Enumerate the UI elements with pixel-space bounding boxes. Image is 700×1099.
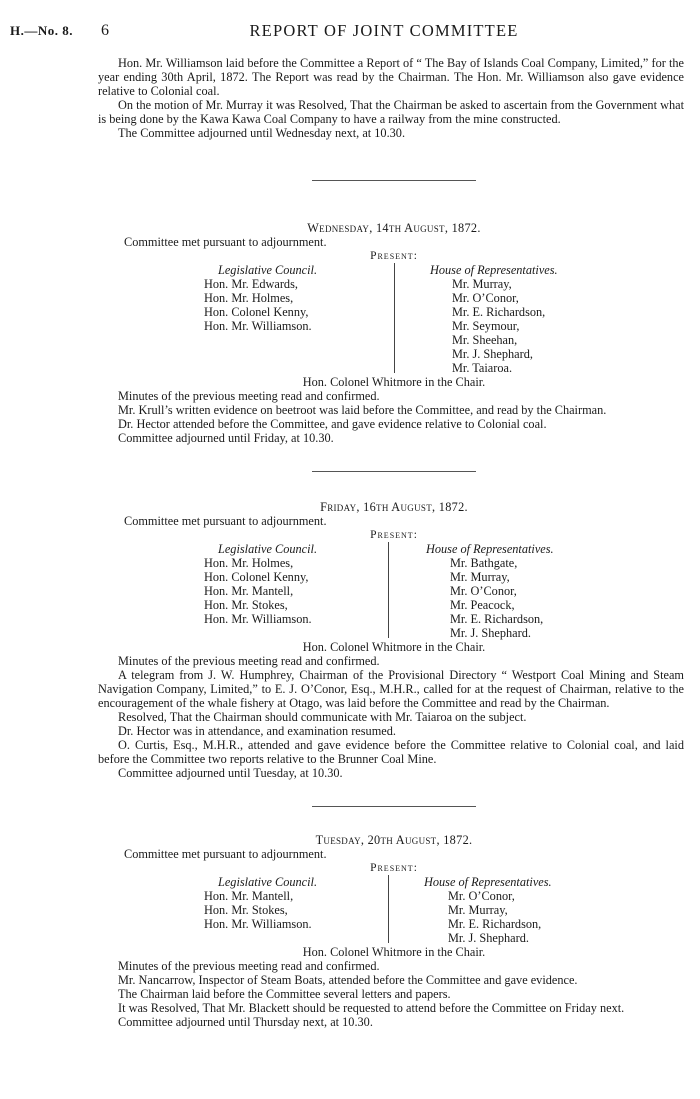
council-heading: Legislative Council. xyxy=(218,875,318,889)
meeting-section xyxy=(98,500,684,780)
member-name: Mr. Peacock, xyxy=(450,598,515,612)
meeting-date: Tuesday, 20th August, 1872. xyxy=(315,833,473,847)
paper-code: H.—No. 8. xyxy=(10,23,73,38)
member-name: Mr. E. Richardson, xyxy=(448,917,542,931)
council-column xyxy=(204,875,317,931)
paragraph: Hon. Mr. Williamson laid before the Committee a Report of “ The Bay of Islands Coal Company, Limited,” for the year ending 30th April, 1872. The Report was read by the Chairman. The Hon. Mr. Williamson also gave evidence relative to Colonial coal. xyxy=(98,56,684,98)
divider xyxy=(312,180,476,181)
member-name: Hon. Mr. Mantell, xyxy=(204,584,294,598)
council-heading: Legislative Council. xyxy=(218,263,318,277)
attendance-table xyxy=(104,263,684,375)
council-heading: Legislative Council. xyxy=(218,542,318,556)
member-name: Mr. Bathgate, xyxy=(450,556,518,570)
member-name: Hon. Mr. Williamson. xyxy=(204,612,312,626)
paragraph: Minutes of the previous meeting read and confirmed. xyxy=(118,389,380,403)
house-column xyxy=(424,875,552,945)
paragraph: Mr. Nancarrow, Inspector of Steam Boats, attended before the Committee and gave evidence. xyxy=(118,973,578,987)
column-divider xyxy=(388,875,389,943)
document-body xyxy=(98,56,684,1029)
paragraph: Minutes of the previous meeting read and confirmed. xyxy=(118,654,380,668)
member-name: Mr. E. Richardson, xyxy=(450,612,544,626)
member-name: Hon. Mr. Edwards, xyxy=(204,277,298,291)
paragraph: On the motion of Mr. Murray it was Resolved, That the Chairman be asked to ascertain from the Government what is being done by the Kawa Kawa Coal Company to have a railway from the mine constructed. xyxy=(98,98,684,126)
present-label: Present: xyxy=(370,529,418,541)
member-name: Hon. Mr. Stokes, xyxy=(204,598,288,612)
member-name: Mr. O’Conor, xyxy=(450,584,517,598)
member-name: Hon. Mr. Stokes, xyxy=(204,903,288,917)
member-name: Mr. J. Shephard. xyxy=(448,931,529,945)
paragraph: Mr. Krull’s written evidence on beetroot was laid before the Committee, and read by the Chairman. xyxy=(118,403,607,417)
attendance-table xyxy=(104,875,684,945)
page-title: REPORT OF JOINT COMMITTEE xyxy=(249,21,519,40)
chair-line: Hon. Colonel Whitmore in the Chair. xyxy=(302,945,486,959)
house-heading: House of Representatives. xyxy=(426,542,554,556)
member-name: Hon. Mr. Williamson. xyxy=(204,917,312,931)
minutes xyxy=(98,654,684,780)
page-number: 6 xyxy=(101,22,109,39)
council-column xyxy=(204,263,317,333)
column-divider xyxy=(394,263,395,373)
member-name: Mr. O’Conor, xyxy=(452,291,519,305)
paragraph: Committee adjourned until Thursday next, at 10.30. xyxy=(118,1015,373,1029)
member-name: Hon. Mr. Holmes, xyxy=(204,556,294,570)
paragraph: The Chairman laid before the Committee several letters and papers. xyxy=(118,987,451,1001)
paragraph: Committee adjourned until Friday, at 10.30. xyxy=(118,431,334,445)
minutes xyxy=(98,959,684,1029)
member-name: Mr. Murray, xyxy=(448,903,508,917)
present-label: Present: xyxy=(370,250,418,262)
column-divider xyxy=(388,542,389,638)
paragraph: Resolved, That the Chairman should communicate with Mr. Taiaroa on the subject. xyxy=(118,710,527,724)
paragraph: A telegram from J. W. Humphrey, Chairman of the Provisional Directory “ Westport Coal Mining and Steam Navigation Company, Limited,” to E. J. O’Conor, Esq., M.H.R., called for at the request of Chairman, relative to the encouragement of the whale fishery at Otago, was laid before the Committee and read by the Chairman. xyxy=(98,668,684,710)
divider xyxy=(312,806,476,807)
chair-line: Hon. Colonel Whitmore in the Chair. xyxy=(302,640,486,654)
member-name: Hon. Mr. Williamson. xyxy=(204,319,312,333)
paragraph: O. Curtis, Esq., M.H.R., attended and gave evidence before the Committee relative to Colonial coal, and laid before the Committee two reports relative to the Brunner Coal Mine. xyxy=(98,738,684,766)
member-name: Mr. O’Conor, xyxy=(448,889,515,903)
divider xyxy=(312,471,476,472)
attendance-table xyxy=(104,542,684,640)
meeting-date: Wednesday, 14th August, 1872. xyxy=(307,221,481,235)
member-name: Hon. Mr. Mantell, xyxy=(204,889,294,903)
house-column xyxy=(426,542,554,640)
council-column xyxy=(204,542,317,626)
member-name: Mr. Sheehan, xyxy=(452,333,518,347)
paragraph: Dr. Hector attended before the Committee, and gave evidence relative to Colonial coal. xyxy=(118,417,547,431)
member-name: Hon. Colonel Kenny, xyxy=(204,305,309,319)
meeting-opening: Committee met pursuant to adjournment. xyxy=(124,235,327,249)
house-heading: House of Representatives. xyxy=(430,263,558,277)
member-name: Mr. E. Richardson, xyxy=(452,305,546,319)
intro-section xyxy=(98,56,684,140)
member-name: Mr. Murray, xyxy=(450,570,510,584)
member-name: Hon. Mr. Holmes, xyxy=(204,291,294,305)
meeting-date: Friday, 16th August, 1872. xyxy=(320,500,468,514)
meeting-section xyxy=(104,833,684,1029)
member-name: Mr. Seymour, xyxy=(452,319,520,333)
paragraph: The Committee adjourned until Wednesday next, at 10.30. xyxy=(118,126,406,140)
paragraph: Minutes of the previous meeting read and confirmed. xyxy=(118,959,380,973)
paragraph: Dr. Hector was in attendance, and examination resumed. xyxy=(118,724,396,738)
present-label: Present: xyxy=(370,862,418,874)
member-name: Hon. Colonel Kenny, xyxy=(204,570,309,584)
minutes xyxy=(98,389,684,445)
chair-line: Hon. Colonel Whitmore in the Chair. xyxy=(302,375,486,389)
paragraph: It was Resolved, That Mr. Blackett should be requested to attend before the Committee on Friday next. xyxy=(118,1001,625,1015)
member-name: Mr. Taiaroa. xyxy=(452,361,513,375)
meeting-opening: Committee met pursuant to adjournment. xyxy=(124,514,327,528)
member-name: Mr. J. Shephard. xyxy=(450,626,531,640)
paragraph: Committee adjourned until Tuesday, at 10.30. xyxy=(118,766,343,780)
page-header xyxy=(0,21,700,44)
house-heading: House of Representatives. xyxy=(424,875,552,889)
meeting-opening: Committee met pursuant to adjournment. xyxy=(124,847,327,861)
meeting-section xyxy=(104,221,684,445)
member-name: Mr. J. Shephard, xyxy=(452,347,533,361)
member-name: Mr. Murray, xyxy=(452,277,512,291)
house-column xyxy=(430,263,558,375)
